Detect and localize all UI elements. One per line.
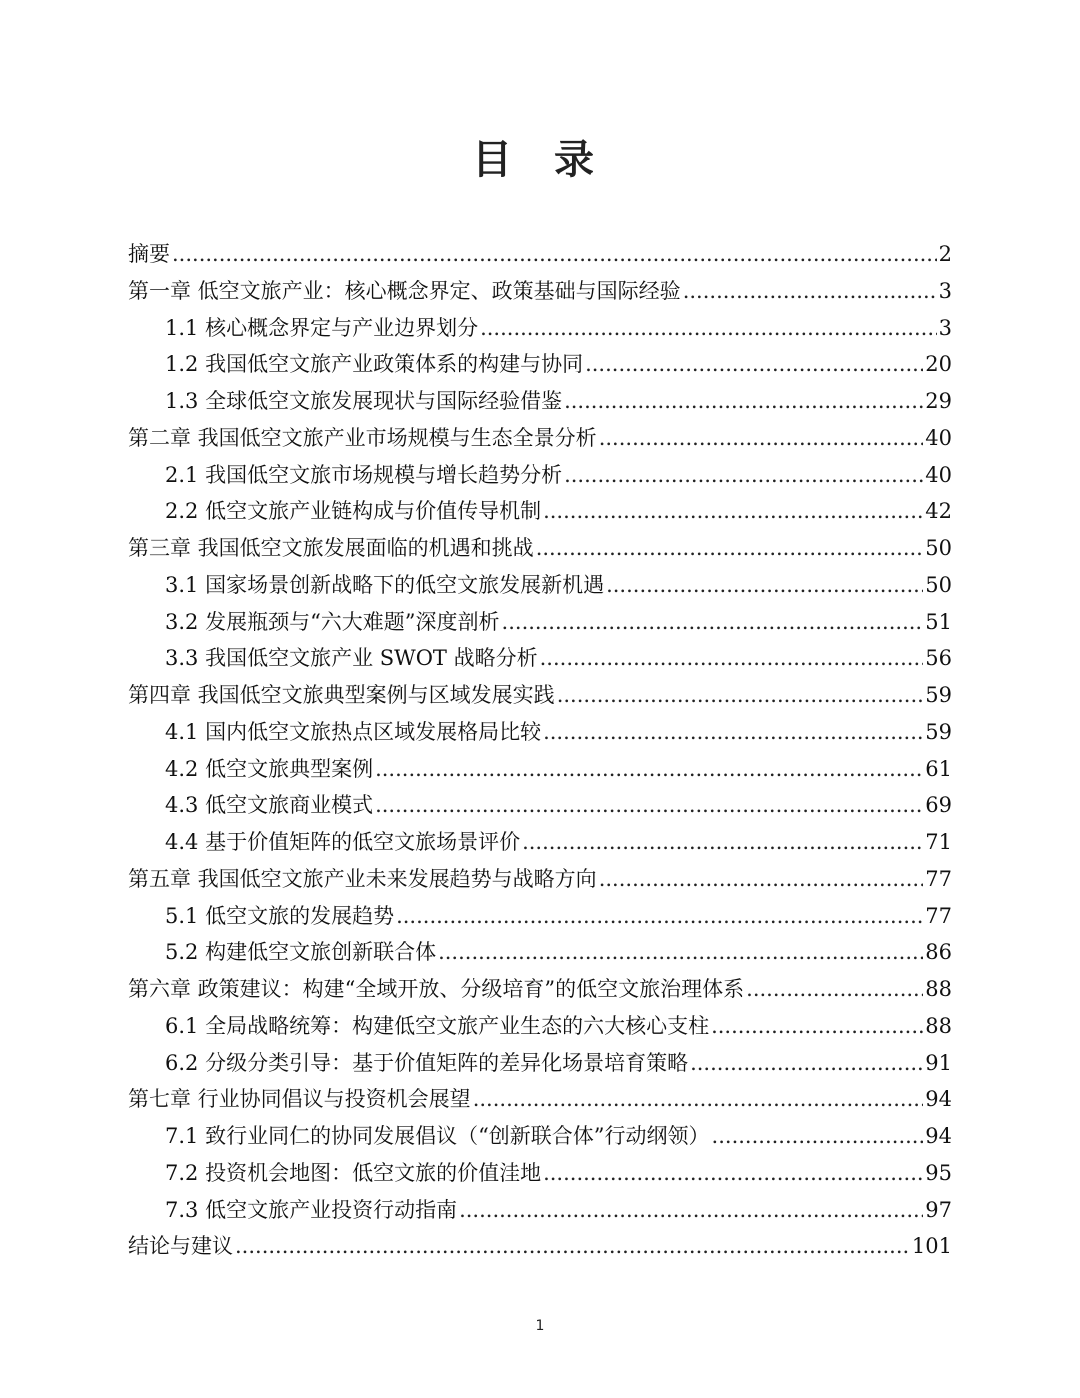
toc-dot-leader	[480, 310, 937, 347]
toc-section-entry[interactable]	[128, 934, 952, 971]
toc-section-entry[interactable]	[128, 310, 952, 347]
toc-entry-page-number: 50	[925, 572, 952, 597]
toc-entry-page-number: 88	[925, 977, 952, 1001]
toc-dot-leader	[473, 1081, 924, 1118]
table-of-contents	[128, 236, 952, 1265]
toc-dot-leader	[396, 898, 923, 935]
toc-entry-label: 1.3 全球低空文旅发展现状与国际经验借鉴	[165, 389, 563, 413]
toc-chapter-entry[interactable]	[128, 1228, 952, 1265]
toc-entry-label: 3.2 发展瓶颈与“六大难题”深度剖析	[165, 609, 500, 634]
toc-entry-label: 2.2 低空文旅产业链构成与价值传导机制	[165, 499, 542, 524]
toc-dot-leader	[536, 530, 924, 567]
toc-dot-leader	[375, 787, 923, 824]
toc-dot-leader	[712, 1118, 924, 1155]
toc-chapter-entry[interactable]	[128, 420, 952, 457]
toc-entry-label: 4.2 低空文旅典型案例	[165, 756, 374, 781]
toc-entry-label: 结论与建议	[128, 1234, 233, 1259]
toc-dot-leader	[459, 1192, 923, 1229]
toc-chapter-entry[interactable]	[128, 273, 952, 310]
toc-dot-leader	[540, 640, 924, 677]
toc-entry-label: 1.2 我国低空文旅产业政策体系的构建与协同	[165, 352, 584, 377]
toc-dot-leader	[502, 604, 924, 641]
toc-entry-label: 5.2 构建低空文旅创新联合体	[165, 940, 437, 965]
toc-section-entry[interactable]	[128, 457, 952, 494]
toc-entry-page-number: 91	[925, 1050, 952, 1075]
toc-entry-page-number: 29	[925, 389, 952, 413]
toc-entry-label: 第二章 我国低空文旅产业市场规模与生态全景分析	[128, 425, 597, 450]
toc-dot-leader	[522, 824, 923, 861]
toc-entry-page-number: 56	[925, 646, 952, 671]
toc-dot-leader	[711, 1008, 923, 1045]
toc-entry-page-number: 40	[925, 425, 952, 450]
toc-section-entry[interactable]	[128, 714, 952, 751]
toc-entry-page-number: 20	[925, 352, 952, 377]
toc-entry-label: 第四章 我国低空文旅典型案例与区域发展实践	[128, 683, 555, 707]
toc-dot-leader	[746, 971, 923, 1008]
toc-section-entry[interactable]	[128, 1008, 952, 1045]
toc-entry-label: 1.1 核心概念界定与产业边界划分	[165, 315, 479, 340]
toc-entry-page-number: 51	[925, 609, 952, 634]
toc-section-entry[interactable]	[128, 383, 952, 420]
toc-entry-page-number: 3	[938, 315, 952, 340]
toc-section-entry[interactable]	[128, 787, 952, 824]
toc-entry-label: 第五章 我国低空文旅产业未来发展趋势与战略方向	[128, 866, 597, 891]
toc-section-entry[interactable]	[128, 604, 952, 641]
toc-entry-page-number: 40	[925, 462, 952, 487]
toc-entry-page-number: 2	[938, 242, 952, 266]
toc-entry-label: 2.1 我国低空文旅市场规模与增长趋势分析	[165, 462, 563, 487]
toc-entry-label: 3.3 我国低空文旅产业 SWOT 战略分析	[165, 646, 538, 671]
toc-section-entry[interactable]	[128, 898, 952, 935]
toc-dot-leader	[172, 236, 937, 273]
toc-entry-page-number: 42	[925, 499, 952, 524]
toc-dot-leader	[585, 346, 923, 383]
toc-chapter-entry[interactable]	[128, 1081, 952, 1118]
toc-dot-leader	[438, 934, 923, 971]
toc-entry-label: 4.3 低空文旅商业模式	[165, 793, 374, 818]
toc-dot-leader	[564, 383, 923, 420]
toc-dot-leader	[599, 420, 924, 457]
toc-dot-leader	[557, 677, 924, 714]
footer-page-number: 1	[535, 1318, 545, 1334]
toc-chapter-entry[interactable]	[128, 236, 952, 273]
toc-dot-leader	[690, 1045, 923, 1082]
toc-entry-label: 4.4 基于价值矩阵的低空文旅场景评价	[165, 830, 521, 854]
toc-entry-label: 第一章 低空文旅产业：核心概念界定、政策基础与国际经验	[128, 278, 681, 303]
toc-section-entry[interactable]	[128, 567, 952, 604]
toc-chapter-entry[interactable]	[128, 677, 952, 714]
toc-section-entry[interactable]	[128, 751, 952, 788]
toc-section-entry[interactable]	[128, 1118, 952, 1155]
page-title: 目 录	[472, 137, 608, 183]
toc-entry-page-number: 97	[925, 1197, 952, 1222]
toc-entry-page-number: 59	[925, 683, 952, 707]
toc-entry-page-number: 77	[925, 866, 952, 891]
toc-entry-page-number: 95	[925, 1160, 952, 1185]
toc-entry-label: 摘要	[128, 242, 170, 266]
toc-entry-label: 4.1 国内低空文旅热点区域发展格局比较	[165, 719, 542, 744]
toc-entry-page-number: 50	[925, 536, 952, 560]
toc-section-entry[interactable]	[128, 1045, 952, 1082]
toc-dot-leader	[235, 1228, 910, 1265]
toc-entry-page-number: 61	[925, 756, 952, 781]
toc-section-entry[interactable]	[128, 640, 952, 677]
toc-section-entry[interactable]	[128, 824, 952, 861]
toc-entry-label: 7.3 低空文旅产业投资行动指南	[165, 1197, 458, 1222]
toc-dot-leader	[683, 273, 937, 310]
toc-entry-page-number: 77	[925, 903, 952, 928]
toc-entry-label: 7.2 投资机会地图：低空文旅的价值洼地	[165, 1160, 542, 1185]
toc-entry-page-number: 88	[925, 1013, 952, 1038]
toc-entry-label: 第三章 我国低空文旅发展面临的机遇和挑战	[128, 536, 534, 560]
toc-entry-page-number: 59	[925, 719, 952, 744]
toc-entry-label: 第七章 行业协同倡议与投资机会展望	[128, 1087, 471, 1112]
toc-dot-leader	[564, 457, 923, 494]
toc-section-entry[interactable]	[128, 346, 952, 383]
toc-chapter-entry[interactable]	[128, 530, 952, 567]
toc-dot-leader	[543, 493, 923, 530]
toc-entry-label: 3.1 国家场景创新战略下的低空文旅发展新机遇	[165, 572, 605, 597]
toc-section-entry[interactable]	[128, 1192, 952, 1229]
toc-dot-leader	[543, 1155, 923, 1192]
toc-entry-page-number: 71	[925, 830, 952, 854]
toc-entry-page-number: 94	[925, 1124, 952, 1148]
toc-entry-label: 6.2 分级分类引导：基于价值矩阵的差异化场景培育策略	[165, 1050, 689, 1075]
toc-dot-leader	[375, 751, 923, 788]
toc-entry-label: 7.1 致行业同仁的协同发展倡议（“创新联合体”行动纲领）	[165, 1124, 710, 1148]
toc-entry-page-number: 101	[911, 1234, 952, 1259]
toc-entry-page-number: 94	[925, 1087, 952, 1112]
toc-dot-leader	[599, 861, 924, 898]
toc-section-entry[interactable]	[128, 493, 952, 530]
toc-entry-page-number: 3	[938, 278, 952, 303]
toc-entry-label: 第六章 政策建议：构建“全域开放、分级培育”的低空文旅治理体系	[128, 977, 745, 1001]
toc-chapter-entry[interactable]	[128, 971, 952, 1008]
toc-dot-leader	[606, 567, 923, 604]
toc-entry-label: 5.1 低空文旅的发展趋势	[165, 903, 395, 928]
toc-entry-label: 6.1 全局战略统筹：构建低空文旅产业生态的六大核心支柱	[165, 1013, 710, 1038]
toc-entry-page-number: 69	[925, 793, 952, 818]
toc-section-entry[interactable]	[128, 1155, 952, 1192]
toc-dot-leader	[543, 714, 923, 751]
toc-entry-page-number: 86	[925, 940, 952, 965]
toc-chapter-entry[interactable]	[128, 861, 952, 898]
